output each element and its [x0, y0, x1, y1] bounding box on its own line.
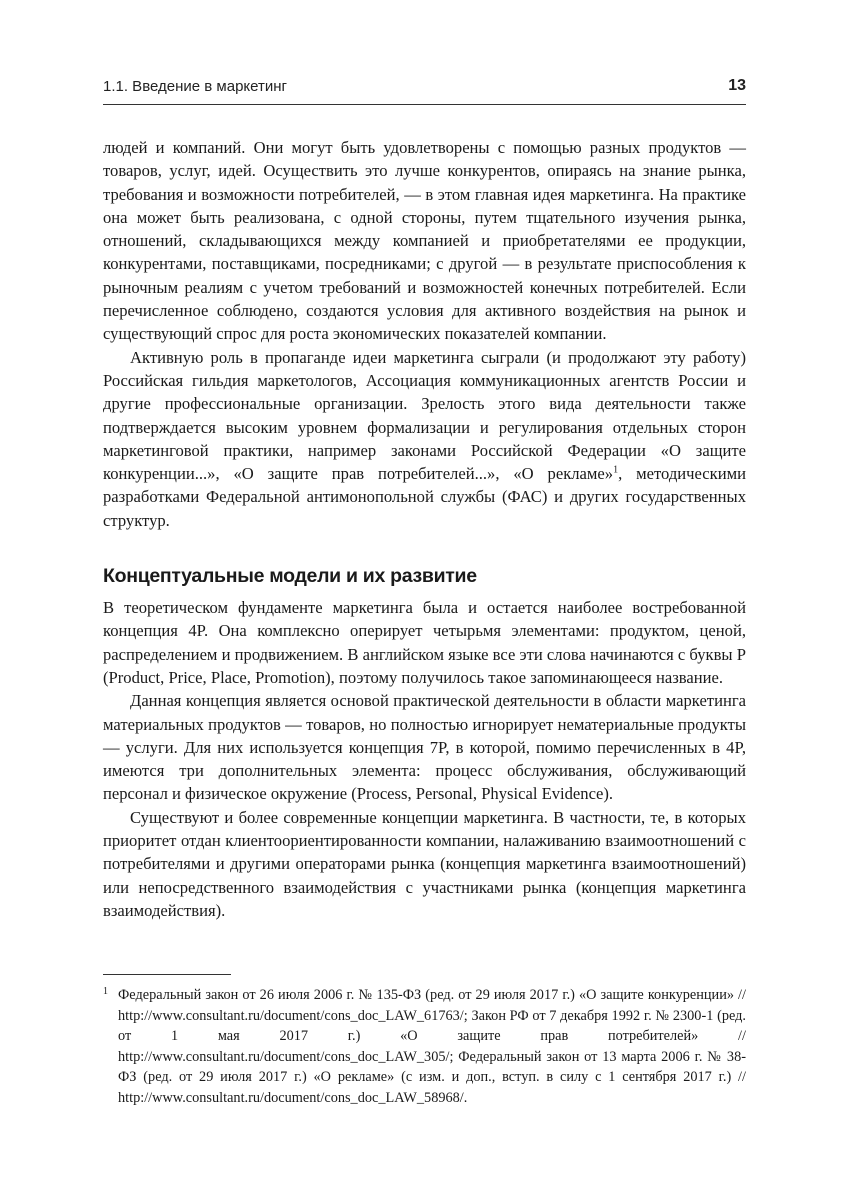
header-rule — [103, 104, 746, 105]
page-number: 13 — [728, 77, 746, 94]
footnote-reference[interactable]: 1 — [613, 464, 619, 476]
paragraph-organizations — [103, 346, 746, 532]
paragraph-modern-concepts: Существуют и более современные концепции маркетинга. В частности, те, в которых приоритет отдан клиентоориентированности компании, налаживанию взаимоотношений с потребителями и другими операторами рынка (концепция маркетинга взаимоотношений) или непосредственного взаимодействия с участниками рынка (концепция маркетинга взаимодействия). — [103, 807, 746, 920]
paragraph-continued: людей и компаний. Они могут быть удовлетворены с помощью разных продуктов — товаров, услуг, идей. Осуществить это лучше конкурентов, опираясь на знание рынка, требования и возможности потребителей, — в этом главная идея маркетинга. На практике она может быть реализована, с одной стороны, путем тщательного изучения рынка, отношений, складывающихся между компанией и приобретателями ее продукции, конкурентами, поставщиками, посредниками; с другой — в результате приспособления к рыночным реалиям с учетом требований и возможностей конечных потребителей. Если перечисленное соблюдено, создаются условия для активного воздействия на рынок и существующий спрос для роста экономических показателей компании. — [103, 138, 746, 344]
footnote-mark: 1 — [103, 986, 108, 997]
footnote — [103, 985, 746, 1108]
footnote-text: Федеральный закон от 26 июля 2006 г. № 135-ФЗ (ред. от 29 июля 2017 г.) «О защите конкуренции» // http://www.consultant.ru/document/cons_doc_LAW_61763/; Закон РФ от 7 декабря 1992 г. № 2300-1 (ред. от 1 мая 2017 г.) «О защите прав потребителей» // http://www.consultant.ru/document/cons_doc_LAW_305/; Федеральный закон от 13 марта 2006 г. № 38-ФЗ (ред. от 29 июля 2017 г.) «О рекламе» (с изм. и доп., вступ. в силу с 1 сентября 2017 г.) // http://www.consultant.ru/document/cons_doc_LAW_58968/. — [118, 987, 746, 1106]
running-header — [103, 78, 746, 100]
main-text — [103, 136, 746, 922]
paragraph-7p: Данная концепция является основой практической деятельности в области маркетинга материальных продуктов — товаров, но полностью игнорирует нематериальные продукты — услуги. Для них используется концепция 7P, в которой, помимо перечисленных в 4P, имеются три дополнительных элемента: процесс обслуживания, обслуживающий персонал и физическое окружение (Process, Personal, Physical Evidence). — [103, 691, 746, 804]
paragraph-text: , методическими разработками Федеральной антимонопольной службы (ФАС) и других государственных структур. — [103, 464, 746, 530]
paragraph-text: Активную роль в пропаганде идеи маркетинга сыграли (и продолжают эту работу) Российская гильдия маркетологов, Ассоциация коммуникационных агентств России и другие профессиональные организации. Зрелость этого вида деятельности также подтверждается высоким уровнем формализации и регулирования отдельных сторон маркетинговой практики, например законами Российской Федерации «О защите конкуренции...», «О защите прав потребителей...», «О рекламе» — [103, 347, 746, 484]
section-heading: Концептуальные модели и их развитие — [103, 565, 477, 588]
section-title: 1.1. Введение в маркетинг — [103, 78, 287, 95]
footnote-rule — [103, 974, 231, 975]
paragraph-4p: В теоретическом фундаменте маркетинга была и остается наиболее востребованной концепция 4P. Она комплексно оперирует четырьмя элементами: продуктом, ценой, распределением и продвижением. В английском языке все эти слова начинаются с буквы P (Product, Price, Place, Promotion), поэтому получилось такое запоминающееся название. — [103, 598, 746, 687]
